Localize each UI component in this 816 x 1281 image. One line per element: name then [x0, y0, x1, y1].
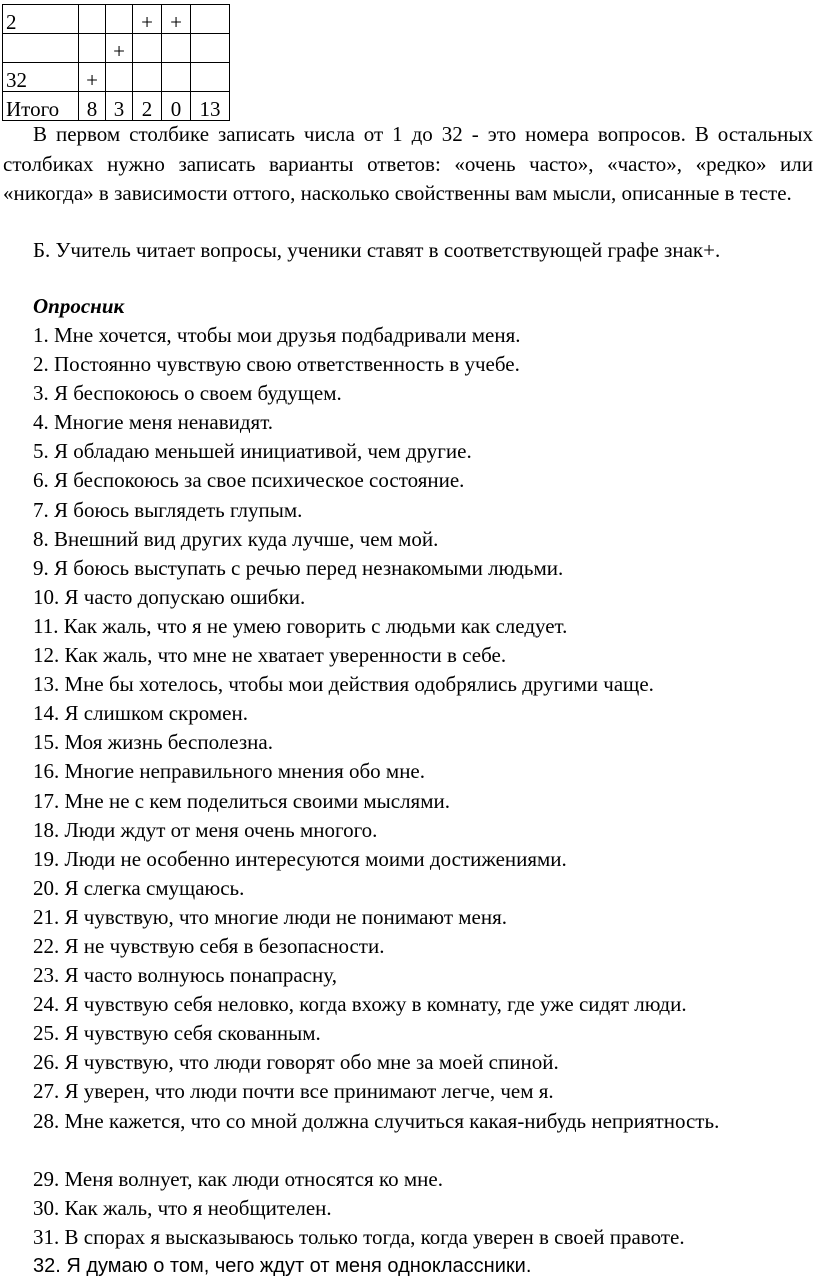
table-cell: + — [162, 5, 191, 34]
list-item: 15. Моя жизнь бесполезна. — [33, 730, 273, 755]
table-row — [3, 34, 230, 63]
list-item: 26. Я чувствую, что люди говорят обо мне за моей спиной. — [33, 1050, 559, 1075]
list-item: 23. Я часто волнуюсь понапрасну, — [33, 963, 337, 988]
table-row — [3, 63, 230, 92]
table-cell: 13 — [191, 92, 230, 121]
list-item: 25. Я чувствую себя скованным. — [33, 1021, 321, 1046]
questionnaire-heading: Опросник — [33, 294, 125, 318]
table-cell — [191, 63, 230, 92]
list-item: 12. Как жаль, что мне не хватает уверенности в себе. — [33, 643, 507, 668]
list-item: 4. Многие меня ненавидят. — [33, 410, 274, 435]
questionnaire-list — [0, 321, 813, 1281]
list-item: 24. Я чувствую себя неловко, когда вхожу в комнату, где уже сидят люди. — [33, 992, 687, 1017]
list-item: 27. Я уверен, что люди почти все принимают легче, чем я. — [33, 1079, 554, 1104]
table-cell — [79, 34, 106, 63]
list-item: 16. Многие неправильного мнения обо мне. — [33, 759, 426, 784]
table-cell — [133, 63, 162, 92]
list-item: 19. Люди не особенно интересуются моими достижениями. — [33, 846, 567, 871]
list-item: 10. Я часто допускаю ошибки. — [33, 584, 306, 609]
list-item: 18. Люди ждут от меня очень многого. — [33, 817, 378, 842]
table-cell: 0 — [162, 92, 191, 121]
table-cell — [162, 63, 191, 92]
table-cell — [79, 5, 106, 34]
list-item: 9. Я боюсь выступать с речью перед незнакомыми людьми. — [33, 555, 564, 580]
list-item: 2. Постоянно чувствую свою ответственность в учебе. — [33, 352, 520, 377]
list-item: 13. Мне бы хотелось, чтобы мои действия одобрялись другими чаще. — [33, 672, 654, 697]
table-cell: + — [106, 34, 133, 63]
list-item: 20. Я слегка смущаюсь. — [33, 875, 245, 900]
table-row — [3, 92, 230, 121]
list-item: 29. Меня волнует, как люди относятся ко мне. — [33, 1166, 443, 1191]
instructions-paragraph: В первом столбике записать числа от 1 до 32 - это номера вопросов. В остальных столбиках нужно записать варианты ответов: «очень часто», «часто», «редко» или «никогда» в зависимости оттого, насколько свойственны вам мысли, описанные в тесте. — [3, 122, 813, 205]
table-cell: 32 — [3, 63, 79, 92]
table-cell: Итого — [3, 92, 79, 121]
list-item: 31. В спорах я высказываюсь только тогда, когда уверен в своей правоте. — [33, 1224, 685, 1249]
table-cell — [3, 34, 79, 63]
list-item: 3. Я беспокоюсь о своем будущем. — [33, 381, 342, 406]
list-item: 22. Я не чувствую себя в безопасности. — [33, 933, 385, 958]
table-cell: 3 — [106, 92, 133, 121]
list-item: 14. Я слишком скромен. — [33, 701, 248, 726]
answer-tally-table — [2, 4, 230, 121]
table-cell: 8 — [79, 92, 106, 121]
table-cell: 2 — [3, 5, 79, 34]
list-item: 30. Как жаль, что я необщителен. — [33, 1195, 332, 1220]
table-cell: + — [79, 63, 106, 92]
table-cell — [191, 34, 230, 63]
list-item: 5. Я обладаю меньшей инициативой, чем другие. — [33, 439, 472, 464]
table-row — [3, 5, 230, 34]
table-cell: 2 — [133, 92, 162, 121]
list-item: 21. Я чувствую, что многие люди не понимают меня. — [33, 904, 508, 929]
list-item: 32. Я думаю о том, чего ждут от меня одноклассники. — [33, 1255, 532, 1277]
list-item: 8. Внешний вид других куда лучше, чем мой. — [33, 526, 439, 551]
list-item: 6. Я беспокоюсь за свое психическое состояние. — [33, 468, 465, 493]
list-item: 7. Я боюсь выглядеть глупым. — [33, 497, 303, 522]
table-cell — [106, 63, 133, 92]
table-cell: + — [133, 5, 162, 34]
list-item: 1. Мне хочется, чтобы мои друзья подбадривали меня. — [33, 323, 521, 347]
list-item: 11. Как жаль, что я не умею говорить с людьми как следует. — [33, 613, 568, 638]
list-item: 28. Мне кажется, что со мной должна случиться какая-нибудь неприятность. — [33, 1108, 720, 1133]
list-item: 17. Мне не с кем поделиться своими мыслями. — [33, 788, 450, 813]
table-cell — [106, 5, 133, 34]
teacher-instructions-paragraph: Б. Учитель читает вопросы, ученики ставят в соответствующей графе знак+. — [33, 238, 721, 262]
table-cell — [162, 34, 191, 63]
table-cell — [191, 5, 230, 34]
table-cell — [133, 34, 162, 63]
